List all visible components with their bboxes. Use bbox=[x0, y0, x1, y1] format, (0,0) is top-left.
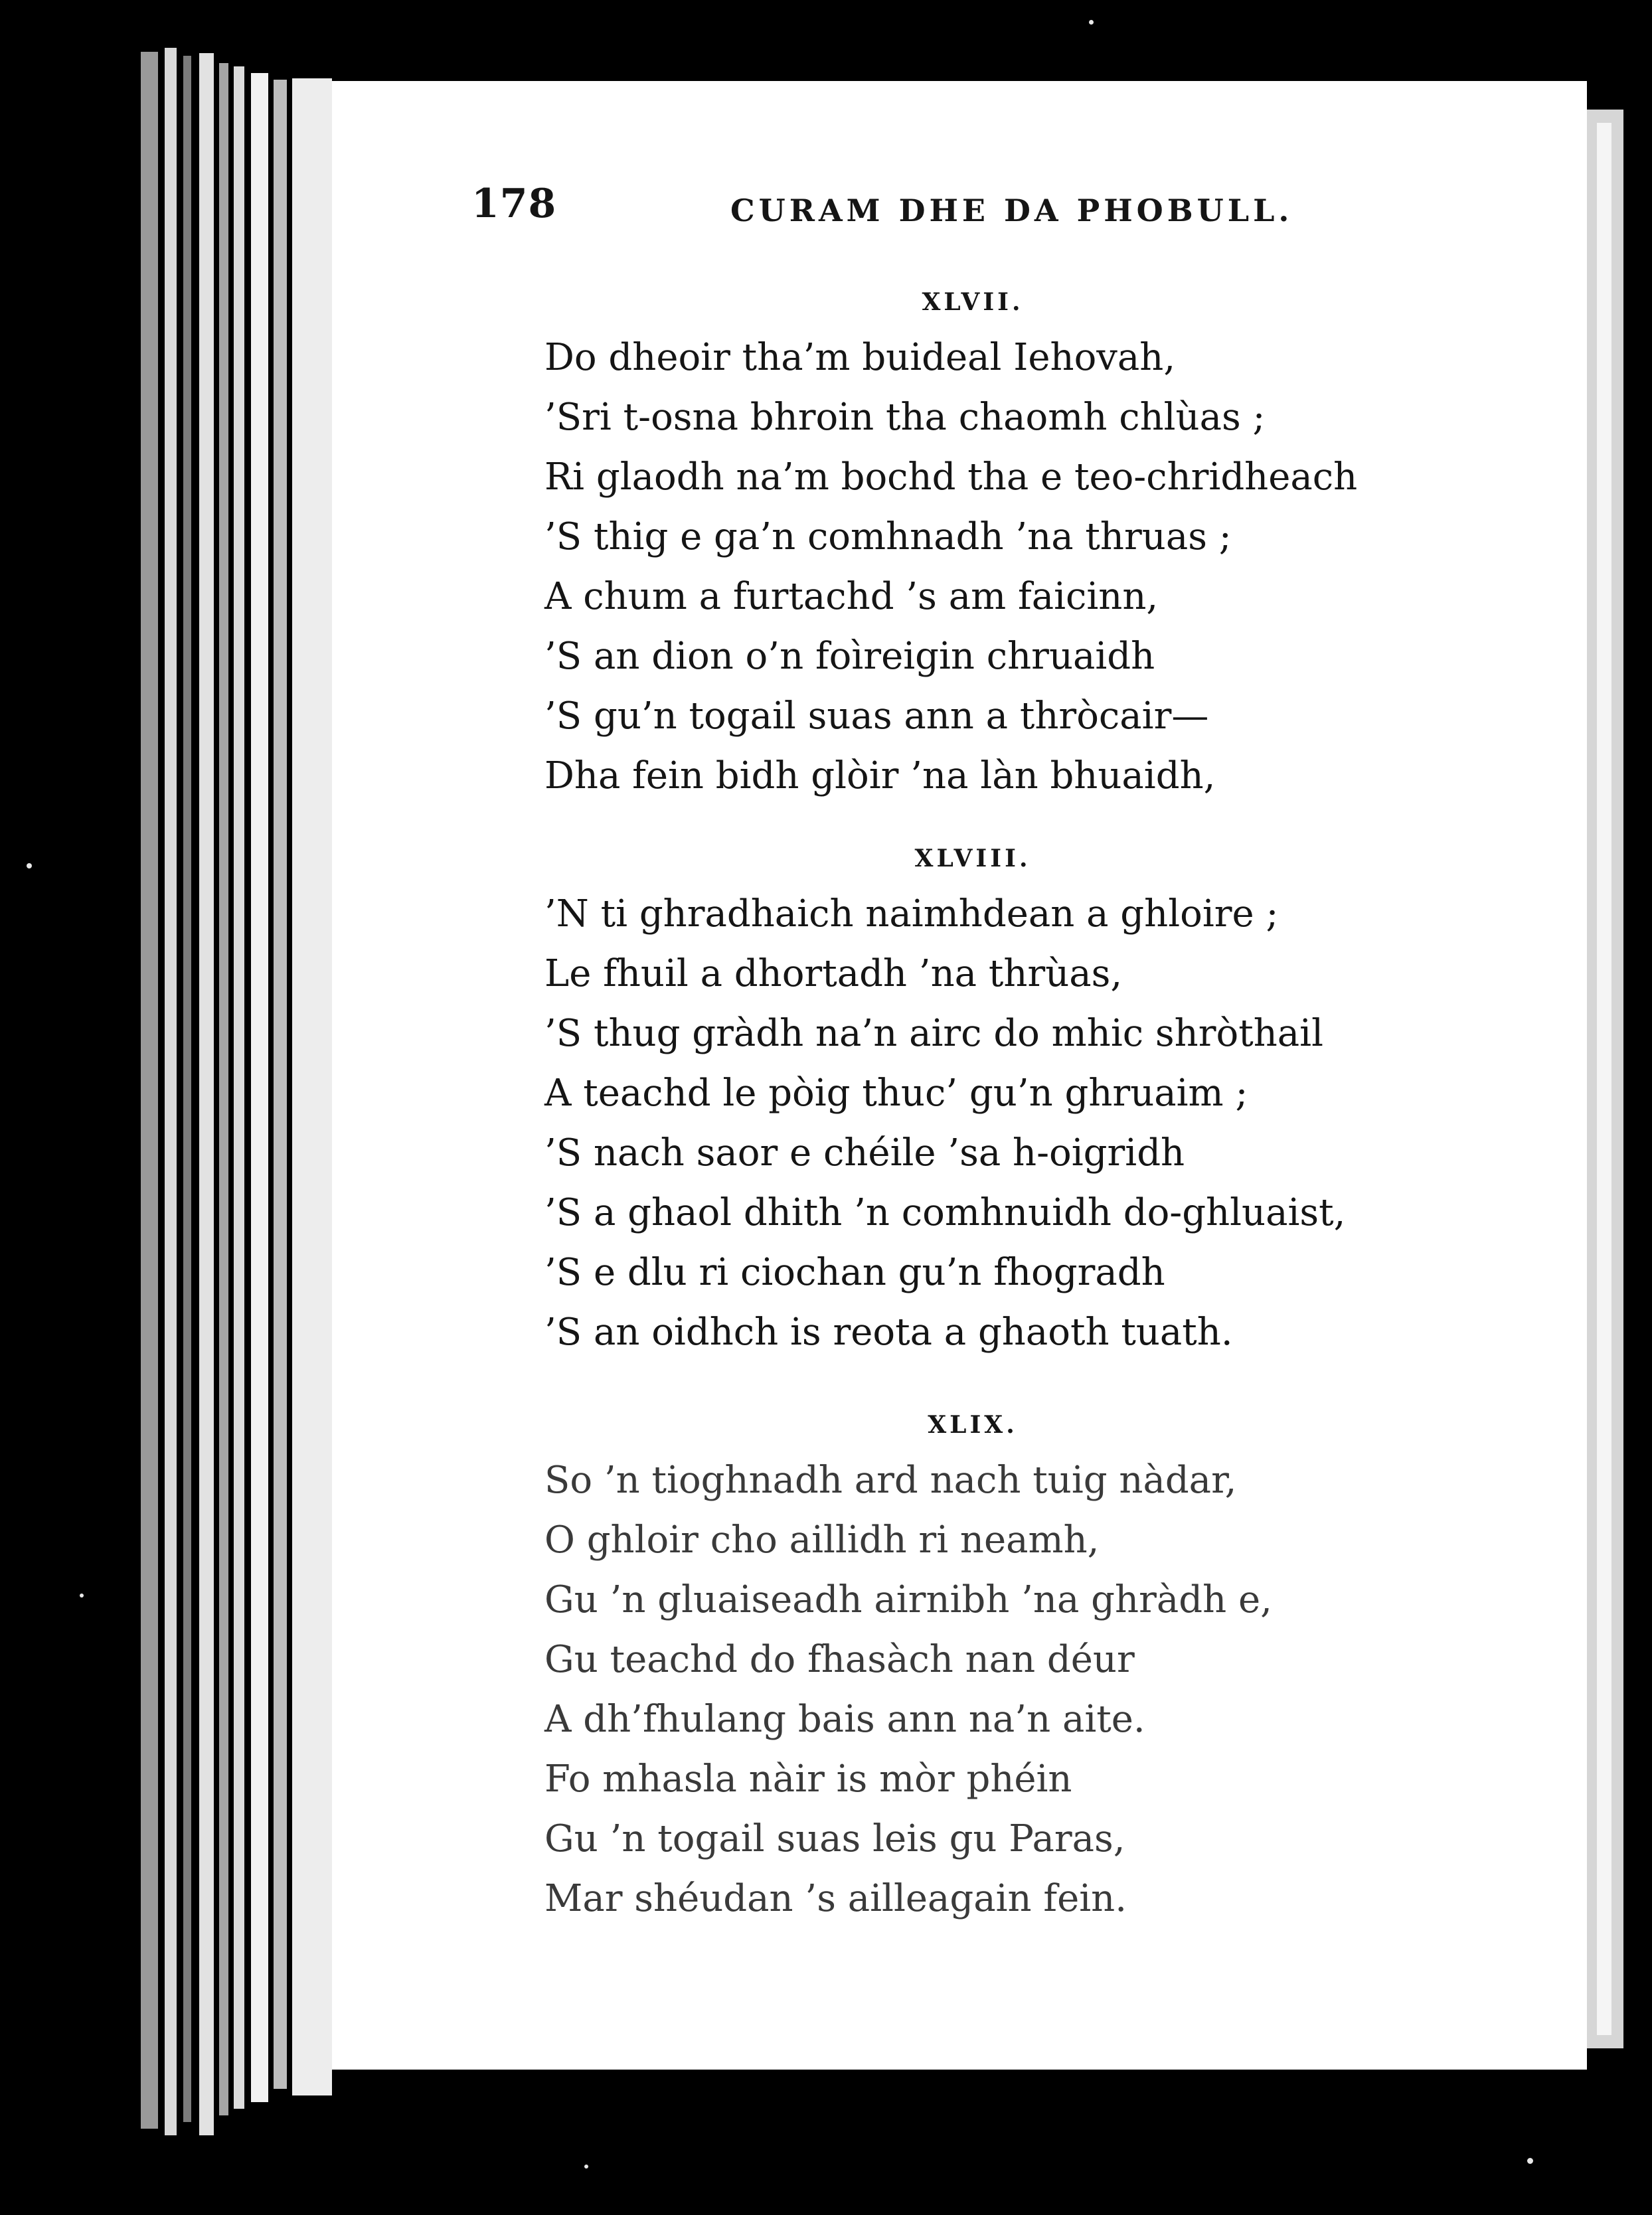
scan-speck bbox=[1527, 2158, 1533, 2164]
verse-line: Fo mhasla nàir is mòr phéin bbox=[544, 1758, 1072, 1801]
page-edge bbox=[219, 63, 228, 2115]
page-number: 178 bbox=[471, 181, 557, 227]
page-edge bbox=[199, 53, 214, 2135]
stanza-number: XLVII. bbox=[922, 288, 1024, 316]
verse-line: Dha fein bidh glòir ’na làn bhuaidh, bbox=[544, 754, 1216, 797]
verse-line: Do dheoir tha’m buideal Iehovah, bbox=[544, 336, 1176, 379]
stanza bbox=[544, 328, 1580, 806]
running-head: CURAM DHE DA PHOBULL. bbox=[730, 193, 1293, 228]
verse-line: Ri glaodh na’m bochd tha e teo-chridheach bbox=[544, 455, 1358, 499]
book-page bbox=[332, 81, 1587, 2070]
verse-line: ’S an dion o’n foìreigin chruaidh bbox=[544, 635, 1155, 678]
page-edge bbox=[141, 52, 158, 2129]
page-edge bbox=[251, 73, 268, 2102]
verse-line: Gu ’n gluaiseadh airnibh ’na ghràdh e, bbox=[544, 1578, 1272, 1621]
scan-speck bbox=[1089, 20, 1094, 25]
verse-line: A teachd le pòig thuc’ gu’n ghruaim ; bbox=[544, 1072, 1248, 1115]
verse-line: ’S thig e ga’n comhnadh ’na thruas ; bbox=[544, 515, 1232, 558]
verse-line: A dh’fhulang bais ann na’n aite. bbox=[544, 1698, 1145, 1741]
verse-line: ’S a ghaol dhith ’n comhnuidh do-ghluaist, bbox=[544, 1191, 1346, 1234]
facing-page-edge bbox=[1597, 123, 1611, 2035]
verse-line: Gu ’n togail suas leis gu Paras, bbox=[544, 1817, 1125, 1860]
verse-line: O ghloir cho aillidh ri neamh, bbox=[544, 1518, 1100, 1562]
stanza-number: XLVIII. bbox=[914, 845, 1031, 872]
verse-line: ’S gu’n togail suas ann a thròcair— bbox=[544, 695, 1209, 738]
page-edge bbox=[274, 80, 287, 2089]
verse-line: Le fhuil a dhortadh ’na thrùas, bbox=[544, 952, 1123, 995]
verse-line: Gu teachd do fhasàch nan déur bbox=[544, 1638, 1135, 1681]
verse-line: ’S thug gràdh na’n airc do mhic shròthail bbox=[544, 1012, 1323, 1055]
verse-line: Mar shéudan ’s ailleagain fein. bbox=[544, 1877, 1127, 1920]
verse-line: ’N ti ghradhaich naimhdean a ghloire ; bbox=[544, 892, 1279, 936]
verse-line: So ’n tioghnadh ard nach tuig nàdar, bbox=[544, 1459, 1237, 1502]
page-header bbox=[471, 181, 1600, 240]
verse-line: ’Sri t-osna bhroin tha chaomh chlùas ; bbox=[544, 396, 1266, 439]
page-edge bbox=[234, 66, 244, 2109]
scan-speck bbox=[27, 863, 32, 868]
scan-speck bbox=[584, 2165, 588, 2169]
verse-line: ’S nach saor e chéile ’sa h-oigridh bbox=[544, 1131, 1185, 1175]
stanza bbox=[544, 884, 1580, 1362]
page-edge bbox=[292, 78, 332, 2095]
verse-line: ’S an oidhch is reota a ghaoth tuath. bbox=[544, 1311, 1233, 1354]
scan-speck bbox=[80, 1594, 84, 1598]
stanza-number: XLIX. bbox=[928, 1411, 1018, 1439]
verse-line: A chum a furtachd ’s am faicinn, bbox=[544, 575, 1159, 618]
page-edge bbox=[183, 56, 191, 2122]
stanza bbox=[544, 1451, 1580, 1929]
page-edge bbox=[165, 48, 177, 2135]
verse-line: ’S e dlu ri ciochan gu’n fhogradh bbox=[544, 1251, 1165, 1294]
